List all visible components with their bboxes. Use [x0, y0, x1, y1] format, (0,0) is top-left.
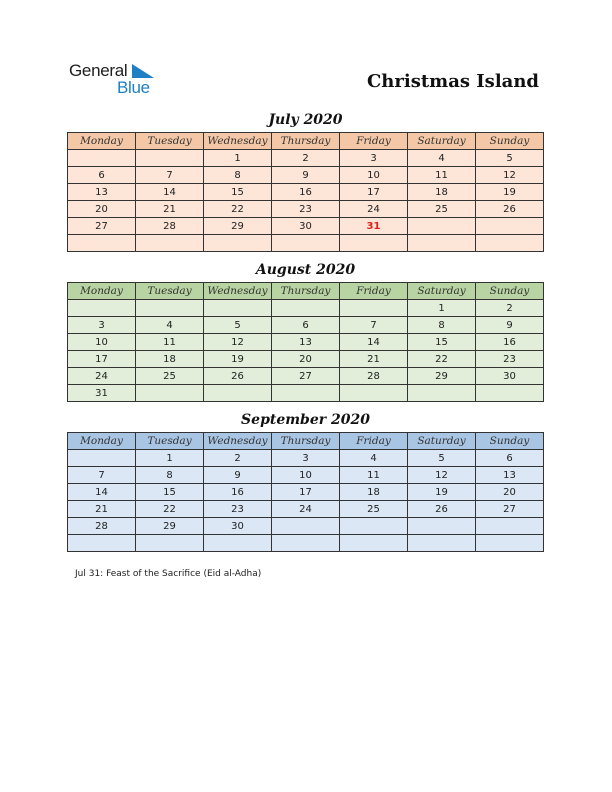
day-cell: 15: [204, 184, 272, 201]
day-cell: 24: [340, 201, 408, 218]
day-cell: 31: [68, 385, 136, 402]
day-cell: 18: [408, 184, 476, 201]
week-row: [68, 235, 544, 252]
week-row: [68, 334, 544, 351]
day-cell: [476, 385, 544, 402]
day-cell: 1: [204, 150, 272, 167]
day-cell: 20: [272, 351, 340, 368]
logo-text-general: General: [69, 61, 128, 80]
weekday-header-sunday: Sunday: [476, 283, 544, 300]
day-cell: 3: [272, 450, 340, 467]
day-cell: [136, 235, 204, 252]
weekday-header-wednesday: Wednesday: [204, 433, 272, 450]
weekday-header-thursday: Thursday: [272, 433, 340, 450]
weekday-header-saturday: Saturday: [408, 133, 476, 150]
day-cell: 22: [408, 351, 476, 368]
day-cell: 10: [68, 334, 136, 351]
week-row: [68, 317, 544, 334]
day-cell: 1: [136, 450, 204, 467]
day-cell: 17: [272, 484, 340, 501]
day-cell: 5: [408, 450, 476, 467]
day-cell: 2: [476, 300, 544, 317]
day-cell: 5: [476, 150, 544, 167]
weekday-header-monday: Monday: [68, 133, 136, 150]
day-cell: 12: [476, 167, 544, 184]
day-cell: 27: [68, 218, 136, 235]
week-row: [68, 368, 544, 385]
day-cell: [340, 535, 408, 552]
calendar-july: [67, 132, 544, 252]
day-cell: [68, 150, 136, 167]
day-cell: 19: [408, 484, 476, 501]
day-cell: 17: [340, 184, 408, 201]
day-cell: 12: [408, 467, 476, 484]
day-cell: 21: [136, 201, 204, 218]
day-cell: 19: [204, 351, 272, 368]
weekday-header-thursday: Thursday: [272, 133, 340, 150]
week-row: [68, 184, 544, 201]
day-cell: 7: [68, 467, 136, 484]
calendar-august: [67, 282, 544, 402]
day-cell: 28: [68, 518, 136, 535]
weekday-header-monday: Monday: [68, 433, 136, 450]
day-cell: 22: [204, 201, 272, 218]
weekday-header-monday: Monday: [68, 283, 136, 300]
day-cell: [136, 535, 204, 552]
day-cell: [204, 535, 272, 552]
week-row: [68, 518, 544, 535]
country-title: Christmas Island: [366, 71, 539, 92]
day-cell: 8: [408, 317, 476, 334]
day-cell: [272, 385, 340, 402]
week-row: [68, 351, 544, 368]
day-cell: [204, 235, 272, 252]
weekday-header-friday: Friday: [340, 133, 408, 150]
day-cell: 6: [272, 317, 340, 334]
day-cell: 25: [136, 368, 204, 385]
day-cell: [204, 300, 272, 317]
logo: [69, 61, 169, 97]
holiday-note: Jul 31: Feast of the Sacrifice (Eid al-Adha): [75, 569, 262, 579]
week-row: [68, 300, 544, 317]
day-cell: 10: [272, 467, 340, 484]
day-cell: [68, 300, 136, 317]
day-cell: 2: [204, 450, 272, 467]
day-cell: [408, 535, 476, 552]
day-cell: 30: [272, 218, 340, 235]
weekday-header-tuesday: Tuesday: [136, 133, 204, 150]
day-cell: 21: [340, 351, 408, 368]
weekday-header-tuesday: Tuesday: [136, 283, 204, 300]
day-cell: 29: [136, 518, 204, 535]
weekday-header-saturday: Saturday: [408, 433, 476, 450]
day-cell: [68, 450, 136, 467]
day-cell: [340, 300, 408, 317]
day-cell: 4: [136, 317, 204, 334]
day-cell: 20: [476, 484, 544, 501]
day-cell: 4: [340, 450, 408, 467]
day-cell: 25: [340, 501, 408, 518]
weekday-header-friday: Friday: [340, 433, 408, 450]
weekday-header-wednesday: Wednesday: [204, 133, 272, 150]
week-row: [68, 218, 544, 235]
day-cell: 6: [476, 450, 544, 467]
week-row: [68, 385, 544, 402]
month-title-august: August 2020: [255, 262, 356, 278]
day-cell: 12: [204, 334, 272, 351]
day-cell: 13: [476, 467, 544, 484]
day-cell: 6: [68, 167, 136, 184]
day-cell: 9: [272, 167, 340, 184]
weekday-header-saturday: Saturday: [408, 283, 476, 300]
day-cell: [136, 150, 204, 167]
day-cell: 22: [136, 501, 204, 518]
weekday-header-sunday: Sunday: [476, 433, 544, 450]
day-cell: 5: [204, 317, 272, 334]
weekday-header-row: [68, 133, 544, 150]
day-cell: 11: [136, 334, 204, 351]
day-cell: 30: [204, 518, 272, 535]
day-cell: 28: [136, 218, 204, 235]
day-cell: 13: [68, 184, 136, 201]
day-cell: 7: [340, 317, 408, 334]
day-cell: [272, 518, 340, 535]
weekday-header-row: [68, 283, 544, 300]
day-cell: [340, 385, 408, 402]
day-cell: 9: [204, 467, 272, 484]
month-title-september: September 2020: [241, 412, 370, 428]
day-cell: 14: [68, 484, 136, 501]
week-row: [68, 450, 544, 467]
day-cell: 16: [476, 334, 544, 351]
weekday-header-thursday: Thursday: [272, 283, 340, 300]
day-cell: [272, 535, 340, 552]
day-cell: 23: [476, 351, 544, 368]
day-cell: 15: [408, 334, 476, 351]
day-cell: 15: [136, 484, 204, 501]
weekday-header-tuesday: Tuesday: [136, 433, 204, 450]
day-cell: [340, 518, 408, 535]
day-cell: 1: [408, 300, 476, 317]
day-cell: 18: [136, 351, 204, 368]
day-cell: [476, 218, 544, 235]
week-row: [68, 535, 544, 552]
day-cell: 18: [340, 484, 408, 501]
day-cell: [136, 385, 204, 402]
day-cell: 8: [136, 467, 204, 484]
day-cell: 3: [340, 150, 408, 167]
day-cell: 16: [204, 484, 272, 501]
day-cell: [272, 300, 340, 317]
day-cell: 31: [340, 218, 408, 235]
day-cell: 10: [340, 167, 408, 184]
day-cell: 21: [68, 501, 136, 518]
day-cell: 4: [408, 150, 476, 167]
day-cell: [136, 300, 204, 317]
day-cell: 26: [476, 201, 544, 218]
day-cell: 28: [340, 368, 408, 385]
day-cell: 19: [476, 184, 544, 201]
week-row: [68, 167, 544, 184]
week-row: [68, 150, 544, 167]
day-cell: 24: [68, 368, 136, 385]
day-cell: 14: [340, 334, 408, 351]
day-cell: 8: [204, 167, 272, 184]
week-row: [68, 467, 544, 484]
day-cell: [272, 235, 340, 252]
day-cell: 7: [136, 167, 204, 184]
day-cell: [68, 235, 136, 252]
day-cell: [340, 235, 408, 252]
week-row: [68, 201, 544, 218]
month-title-july: July 2020: [268, 112, 343, 128]
day-cell: [204, 385, 272, 402]
day-cell: 2: [272, 150, 340, 167]
day-cell: 24: [272, 501, 340, 518]
day-cell: 25: [408, 201, 476, 218]
day-cell: 11: [340, 467, 408, 484]
day-cell: 30: [476, 368, 544, 385]
day-cell: 29: [204, 218, 272, 235]
calendar-september: [67, 432, 544, 552]
day-cell: 11: [408, 167, 476, 184]
logo-text-blue: Blue: [117, 78, 150, 97]
day-cell: 23: [272, 201, 340, 218]
day-cell: 27: [272, 368, 340, 385]
weekday-header-friday: Friday: [340, 283, 408, 300]
day-cell: 26: [204, 368, 272, 385]
day-cell: 3: [68, 317, 136, 334]
day-cell: [476, 235, 544, 252]
day-cell: [476, 518, 544, 535]
day-cell: 20: [68, 201, 136, 218]
weekday-header-row: [68, 433, 544, 450]
day-cell: 26: [408, 501, 476, 518]
day-cell: [408, 385, 476, 402]
week-row: [68, 484, 544, 501]
day-cell: [408, 235, 476, 252]
day-cell: 17: [68, 351, 136, 368]
day-cell: 14: [136, 184, 204, 201]
day-cell: [408, 518, 476, 535]
day-cell: 27: [476, 501, 544, 518]
logo-triangle-icon: [132, 64, 154, 78]
day-cell: [408, 218, 476, 235]
week-row: [68, 501, 544, 518]
day-cell: 29: [408, 368, 476, 385]
day-cell: 23: [204, 501, 272, 518]
day-cell: 13: [272, 334, 340, 351]
day-cell: 9: [476, 317, 544, 334]
weekday-header-sunday: Sunday: [476, 133, 544, 150]
weekday-header-wednesday: Wednesday: [204, 283, 272, 300]
day-cell: 16: [272, 184, 340, 201]
day-cell: [68, 535, 136, 552]
day-cell: [476, 535, 544, 552]
